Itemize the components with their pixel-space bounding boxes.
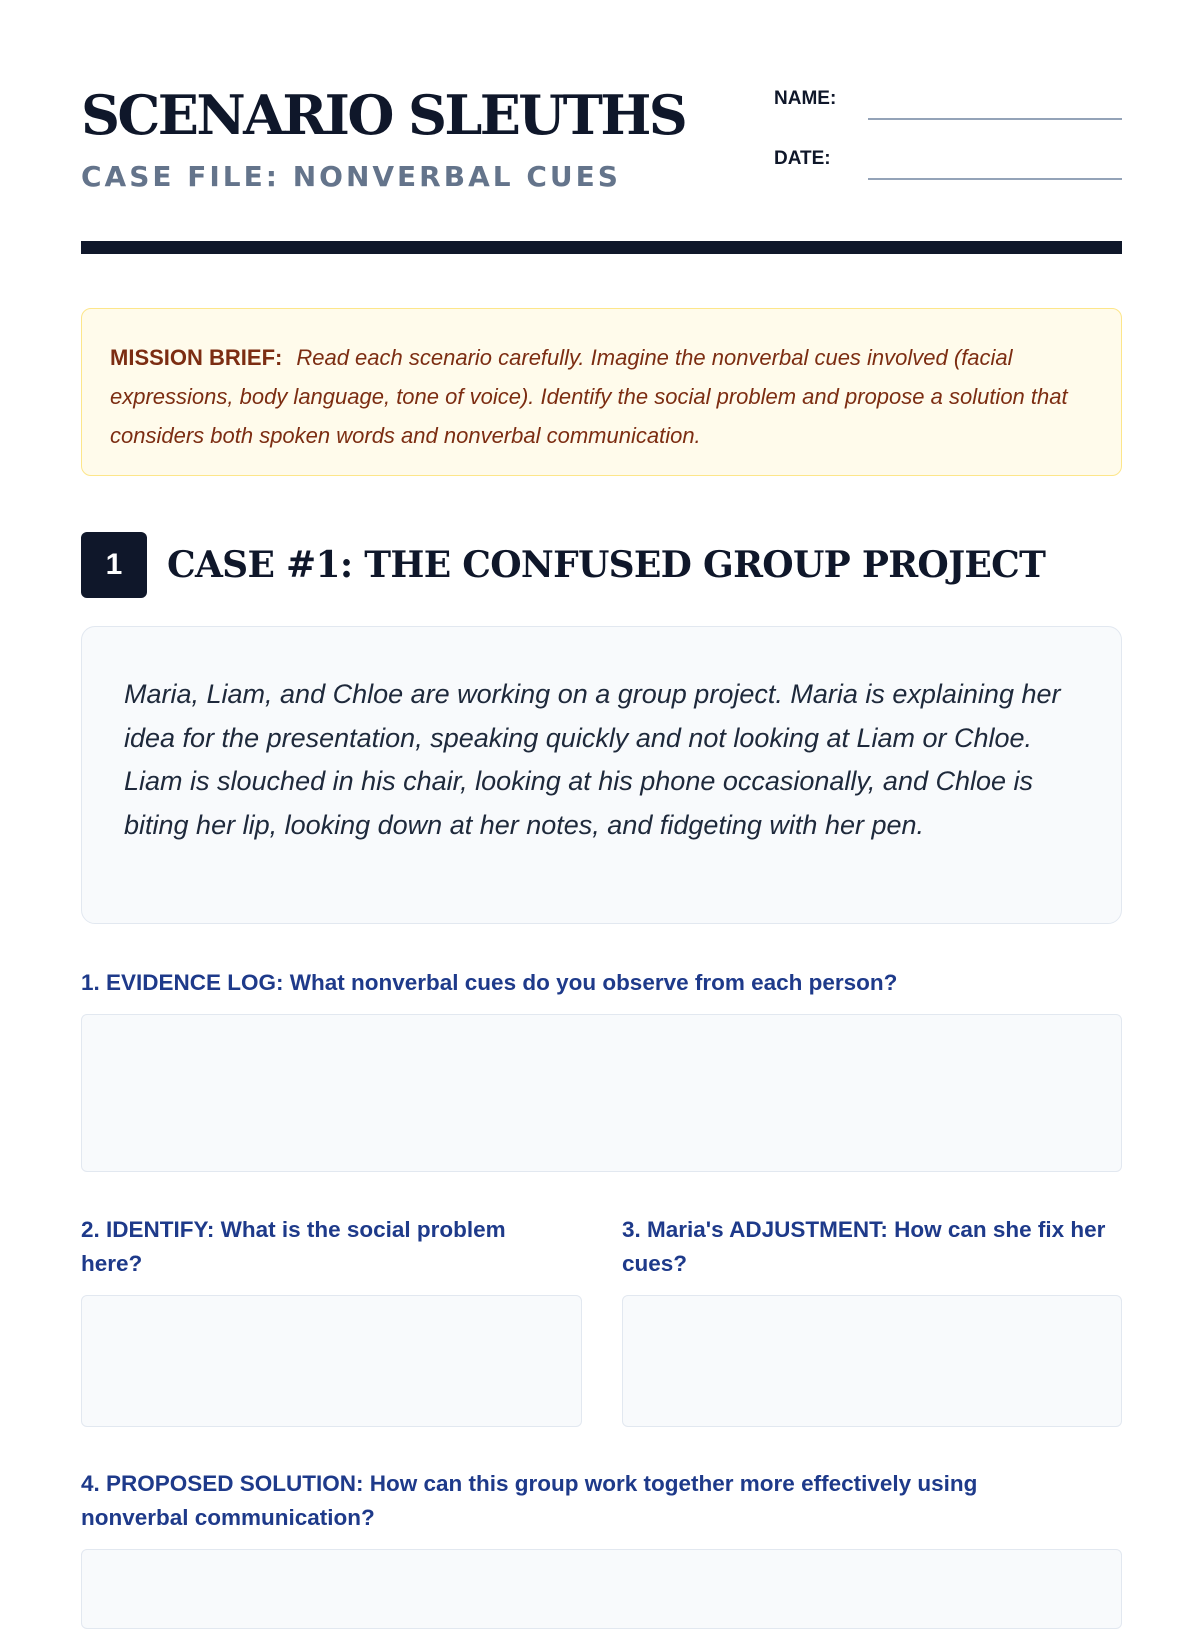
date-line[interactable] <box>868 178 1122 180</box>
case-title: CASE #1: THE CONFUSED GROUP PROJECT <box>167 544 1046 586</box>
question-1: 1. EVIDENCE LOG: What nonverbal cues do you observe from each person? <box>81 970 898 995</box>
page-title: SCENARIO SLEUTHS <box>81 83 686 147</box>
date-field[interactable] <box>774 140 1122 180</box>
case-number-badge: 1 <box>81 532 147 598</box>
scenario-text: Maria, Liam, and Chloe are working on a group project. Maria is explaining her idea for the presentation, speaking quickly and not looking at Liam or Chloe. Liam is slouched in his chair, looking at his phone occasionally, and Chloe is biting her lip, looking down at her notes, and fidgeting with her pen. <box>81 626 1122 924</box>
header-divider <box>81 241 1122 254</box>
question-3: 3. Maria's ADJUSTMENT: How can she fix her cues? <box>622 1217 1106 1276</box>
answer-box-2[interactable] <box>81 1295 582 1427</box>
question-4: 4. PROPOSED SOLUTION: How can this group work together more effectively using nonverbal communication? <box>81 1471 978 1530</box>
answer-box-4[interactable] <box>81 1549 1122 1629</box>
page-subtitle: CASE FILE: NONVERBAL CUES <box>81 160 621 193</box>
name-field[interactable] <box>774 80 1122 120</box>
date-label: DATE: <box>774 148 831 169</box>
worksheet-header <box>81 0 1122 250</box>
mission-brief-label: MISSION BRIEF: <box>110 345 283 370</box>
mission-brief <box>81 308 1122 476</box>
mission-brief-text: Read each scenario carefully. Imagine the nonverbal cues involved (facial expressions, body language, tone of voice). Identify the social problem and propose a solution that considers both spoken words and nonverbal communication. <box>110 345 1068 448</box>
answer-box-1[interactable] <box>81 1014 1122 1172</box>
answer-box-3[interactable] <box>622 1295 1122 1427</box>
case-heading <box>81 532 1122 598</box>
worksheet-page <box>81 0 1122 1530</box>
name-line[interactable] <box>868 118 1122 120</box>
question-2: 2. IDENTIFY: What is the social problem here? <box>81 1217 506 1276</box>
name-label: NAME: <box>774 88 837 109</box>
